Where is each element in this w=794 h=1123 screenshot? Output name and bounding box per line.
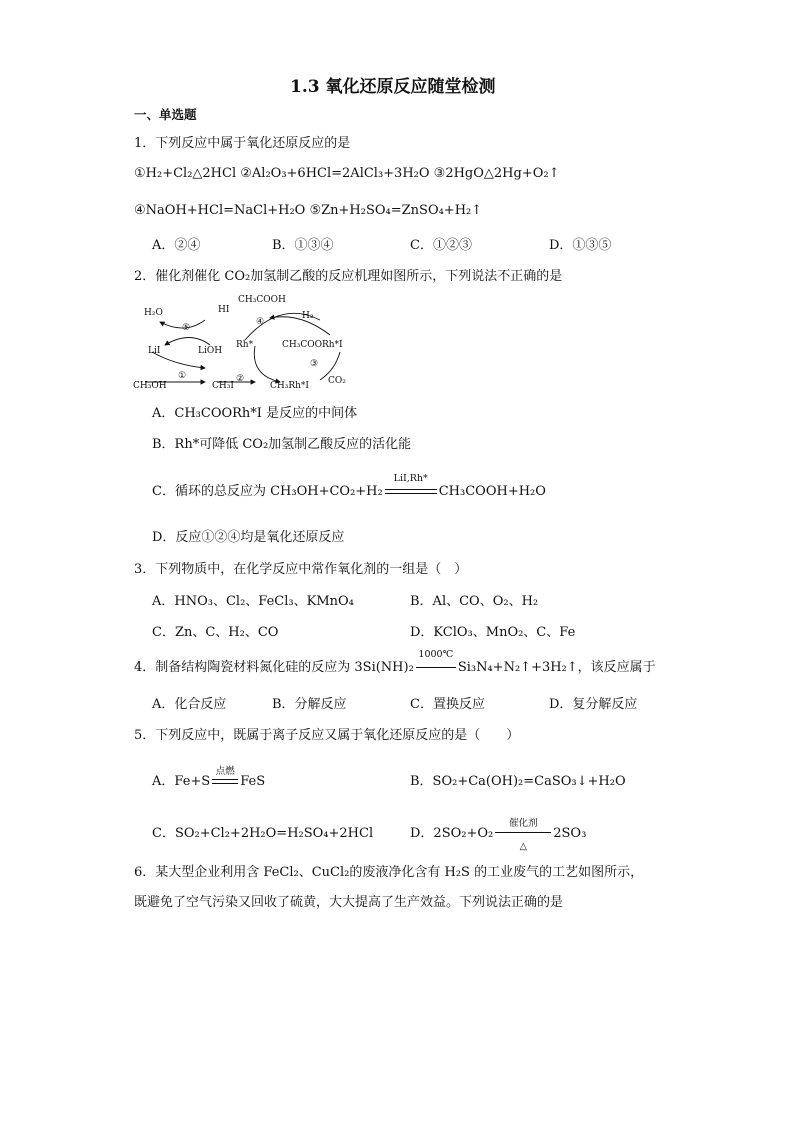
q5-stem: 5．下列反应中，既属于离子反应又属于氧化还原反应的是（ ）: [134, 728, 520, 743]
q2-option-b: B．Rh*可降低 CO₂加氢制乙酸反应的活化能: [152, 437, 412, 452]
q3-option-a: A．HNO₃、Cl₂、FeCl₃、KMnO₄: [152, 594, 354, 609]
q5-d-condition-under: △: [519, 841, 527, 852]
q2-option-d: D．反应①②④均是氧化还原反应: [152, 530, 345, 545]
label-rh: Rh*: [236, 340, 254, 350]
label-ch3i: CH₃I: [212, 381, 234, 391]
label-co2: CO₂: [328, 376, 346, 386]
q6-stem-line1: 6．某大型企业利用含 FeCl₂、CuCl₂的废液净化含有 H₂S 的工业废气的工艺如图所示，: [134, 865, 644, 880]
q4-stem-rhs: Si₃N₄+N₂↑+3H₂↑，该反应属于: [457, 660, 656, 675]
q3-stem: 3．下列物质中，在化学反应中常作氧化剂的一组是（ ）: [134, 562, 468, 577]
q1-option-c: C．①②③: [410, 238, 472, 253]
q1-stem: 1．下列反应中属于氧化还原反应的是: [134, 136, 351, 151]
label-ch3rhi: CH₃Rh*I: [270, 381, 309, 391]
q2-option-a: A．CH₃COORh*I 是反应的中间体: [152, 406, 358, 421]
step-3: ③: [310, 359, 319, 369]
q1-option-d: D．①③⑤: [549, 238, 612, 253]
q5-option-d-rhs: 2SO₃: [553, 826, 587, 841]
label-lioh: LiOH: [198, 346, 223, 356]
q4-condition-label: 1000℃: [418, 649, 454, 660]
label-ch3cooh: CH₃COOH: [238, 295, 286, 305]
q5-a-condition-label: 点燃: [215, 766, 235, 777]
q4-stem: [134, 649, 656, 675]
label-hi: HI: [218, 305, 230, 315]
step-1: ①: [178, 371, 187, 381]
q5-option-a-lhs: A．Fe+S: [152, 774, 211, 789]
q5-option-d-lhs: D．2SO₂+O₂: [410, 826, 494, 841]
q4-condition: [414, 649, 458, 675]
q1-reactions-line2: ④NaOH+HCl=NaCl+H₂O ⑤Zn+H₂SO₄=ZnSO₄+H₂↑: [134, 203, 483, 218]
q5-a-condition: [210, 766, 240, 789]
q4-option-c: C．置换反应: [410, 697, 485, 712]
page-title: 1.3 氧化还原反应随堂检测: [290, 77, 496, 97]
label-h2o: H₂O: [144, 308, 163, 318]
step-4: ④: [256, 317, 265, 327]
q5-option-c: C．SO₂+Cl₂+2H₂O=H₂SO₄+2HCl: [152, 826, 374, 841]
q2-option-c-lhs: C．循环的总反应为 CH₃OH+CO₂+H₂: [152, 484, 383, 499]
q3-option-d: D．KClO₃、MnO₂、C、Fe: [410, 625, 576, 640]
q1-option-a: A．②④: [152, 238, 201, 253]
section-heading: 一、单选题: [134, 107, 197, 122]
q6-stem-line2: 既避免了空气污染又回收了硫黄，大大提高了生产效益。下列说法正确的是: [134, 895, 564, 910]
label-ch3oh: CH₃OH: [133, 381, 167, 391]
q5-option-b: B．SO₂+Ca(OH)₂=CaSO₃↓+H₂O: [410, 774, 626, 789]
q4-option-a: A．化合反应: [152, 697, 227, 712]
label-h2: H₂: [302, 311, 314, 321]
q2-condition-label: LiI,Rh*: [393, 473, 428, 484]
q1-reactions-line1: ①H₂+Cl₂△2HCl ②Al₂O₃+6HCl=2AlCl₃+3H₂O ③2HgO△2Hg+O₂↑: [134, 166, 560, 181]
q1-option-b: B．①③④: [272, 238, 334, 253]
q5-option-a: [152, 766, 266, 789]
q4-stem-lhs: 4．制备结构陶瓷材料氮化硅的反应为 3Si(NH)₂: [134, 660, 414, 675]
q5-d-condition-over: 催化剂: [508, 818, 538, 829]
label-ch3coorhi: CH₃COORh*I: [282, 340, 343, 350]
q4-option-d: D．复分解反应: [549, 697, 638, 712]
q2-option-c: [152, 473, 546, 499]
q5-option-d: [410, 818, 587, 852]
label-lii: LiI: [148, 346, 161, 356]
q4-option-b: B．分解反应: [272, 697, 347, 712]
q3-option-c: C．Zn、C、H₂、CO: [152, 625, 279, 640]
step-2: ②: [236, 374, 245, 384]
reaction-mechanism-diagram: [130, 290, 370, 395]
q2-condition: [383, 473, 439, 499]
q5-option-a-rhs: FeS: [240, 774, 266, 789]
q2-stem: 2．催化剂催化 CO₂加氢制乙酸的反应机理如图所示，下列说法不正确的是: [134, 269, 563, 284]
q5-d-condition: [493, 818, 553, 852]
step-5: ⑤: [182, 323, 191, 333]
q2-option-c-rhs: CH₃COOH+H₂O: [438, 484, 546, 499]
q3-option-b: B．Al、CO、O₂、H₂: [410, 594, 539, 609]
